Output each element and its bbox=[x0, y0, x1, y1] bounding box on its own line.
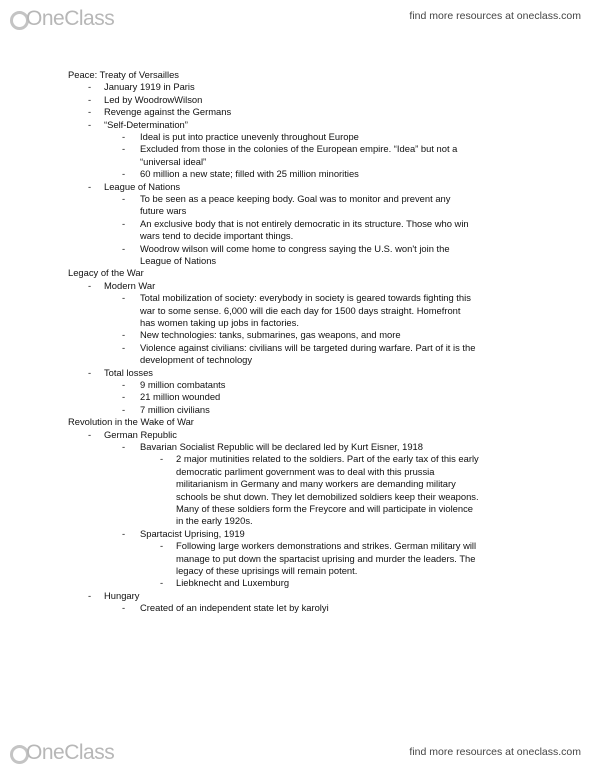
bullet-dash: - bbox=[122, 602, 126, 614]
outline-item: An exclusive body that is not entirely democratic in its structure. Those who win bbox=[140, 217, 469, 229]
outline-item: 9 million combatants bbox=[140, 379, 226, 390]
bullet-dash: - bbox=[122, 391, 126, 403]
outline-item: manage to put down the spartacist uprising and murder the leaders. The bbox=[176, 552, 476, 564]
bullet-dash: - bbox=[122, 143, 126, 155]
outline-item: 7 million civilians bbox=[140, 403, 210, 415]
outline-item: League of Nations bbox=[140, 255, 217, 266]
bullet-dash: - bbox=[122, 341, 126, 353]
outline-item: Woodrow wilson will come home to congress saying the U.S. won't join the bbox=[140, 242, 450, 254]
bullet-dash: - bbox=[88, 428, 92, 440]
bullet-dash: - bbox=[122, 527, 126, 539]
section-heading: Revolution in the Wake of War bbox=[68, 416, 194, 428]
bullet-dash: - bbox=[122, 217, 126, 229]
outline-item: To be seen as a peace keeping body. Goal was to monitor and prevent any bbox=[140, 193, 451, 204]
bullet-dash: - bbox=[122, 329, 126, 341]
page-footer bbox=[0, 738, 595, 770]
oneclass-logo-footer[interactable] bbox=[10, 741, 118, 765]
outline-item: Bavarian Socialist Republic will be declared led by Kurt Eisner, 1918 bbox=[140, 441, 423, 452]
bullet-dash: - bbox=[88, 106, 92, 118]
bullet-dash: - bbox=[160, 540, 164, 552]
outline-item: Total losses bbox=[104, 366, 153, 378]
outline-item: democratic parliment government was to deal with this prussia bbox=[176, 465, 435, 477]
section-heading: Peace: Treaty of Versailles bbox=[68, 69, 179, 80]
logo-text: OneClass bbox=[26, 741, 115, 764]
outline-item: 21 million wounded bbox=[140, 391, 221, 403]
bullet-dash: - bbox=[122, 292, 126, 304]
outline-item: in the early 1920s. bbox=[176, 515, 253, 527]
outline-item: wars tend to decide important things. bbox=[140, 230, 294, 242]
outline-item: schools be shut down. They let demobilized soldiers keep their weapons. bbox=[176, 490, 479, 502]
outline-item: January 1919 in Paris bbox=[104, 81, 195, 93]
outline-item: Revenge against the Germans bbox=[104, 106, 232, 118]
bullet-dash: - bbox=[88, 93, 92, 105]
outline-item: legacy of these uprisings will remain potent. bbox=[176, 565, 358, 576]
bullet-dash: - bbox=[88, 81, 92, 93]
outline-item: Many of these soldiers form the Freycore and will participate in violence bbox=[176, 503, 474, 514]
outline-item: Ideal is put into practice unevenly throughout Europe bbox=[140, 131, 359, 142]
outline-item: Created of an independent state let by karolyi bbox=[140, 602, 329, 614]
outline-item: Excluded from those in the colonies of the European empire. “Idea” but not a bbox=[140, 143, 458, 155]
bullet-dash: - bbox=[122, 403, 126, 415]
outline-item: League of Nations bbox=[104, 180, 181, 192]
outline-item: “Self-Determination” bbox=[104, 118, 188, 130]
outline-item: development of technology bbox=[140, 354, 253, 366]
logo-text: OneClass bbox=[26, 7, 115, 30]
outline-item: militarianism in Germany and many workers are demanding military bbox=[176, 478, 456, 490]
outline-item: 60 million a new state; filled with 25 million minorities bbox=[140, 168, 359, 180]
bullet-dash: - bbox=[88, 118, 92, 130]
bullet-dash: - bbox=[122, 441, 126, 452]
outline-item: Liebknecht and Luxemburg bbox=[176, 577, 290, 589]
outline-item: Spartacist Uprising, 1919 bbox=[140, 527, 245, 539]
bullet-dash: - bbox=[88, 180, 92, 192]
header-tagline-link[interactable]: find more resources at oneclass.com bbox=[409, 10, 581, 22]
bullet-dash: - bbox=[88, 589, 92, 601]
outline-item: Hungary bbox=[104, 589, 140, 601]
outline-item: has women taking up jobs in factories. bbox=[140, 317, 299, 328]
outline-item: Led by WoodrowWilson bbox=[104, 93, 203, 105]
outline-item: Total mobilization of society: everybody in society is geared towards fighting this bbox=[140, 292, 471, 304]
bullet-dash: - bbox=[122, 131, 126, 142]
outline-item: New technologies: tanks, submarines, gas weapons, and more bbox=[140, 329, 401, 341]
outline-item: future wars bbox=[140, 205, 187, 217]
bullet-dash: - bbox=[122, 242, 126, 254]
bullet-dash: - bbox=[88, 279, 92, 291]
footer-tagline-link[interactable]: find more resources at oneclass.com bbox=[409, 746, 581, 758]
bullet-dash: - bbox=[160, 577, 164, 589]
outline-item: Modern War bbox=[104, 279, 156, 291]
bullet-dash: - bbox=[122, 168, 126, 180]
outline-item: 2 major mutinities related to the soldiers. Part of the early tax of this early bbox=[176, 453, 479, 465]
bullet-dash: - bbox=[88, 366, 92, 378]
section-heading: Legacy of the War bbox=[68, 267, 144, 279]
bullet-dash: - bbox=[160, 453, 164, 465]
outline-item: German Republic bbox=[104, 428, 177, 440]
oneclass-logo[interactable] bbox=[10, 7, 118, 31]
outline-item: war to some sense. 6,000 will die each day for 1500 days straight. Homefront bbox=[140, 304, 461, 316]
outline-item: Violence against civilians: civilians will be targeted during warfare. Part of it is the bbox=[140, 341, 476, 353]
bullet-dash: - bbox=[122, 193, 126, 204]
outline-item: “universal ideal” bbox=[140, 155, 207, 167]
page-header bbox=[0, 0, 595, 32]
outline-item: Following large workers demonstrations and strikes. German military will bbox=[176, 540, 477, 552]
bullet-dash: - bbox=[122, 379, 126, 390]
